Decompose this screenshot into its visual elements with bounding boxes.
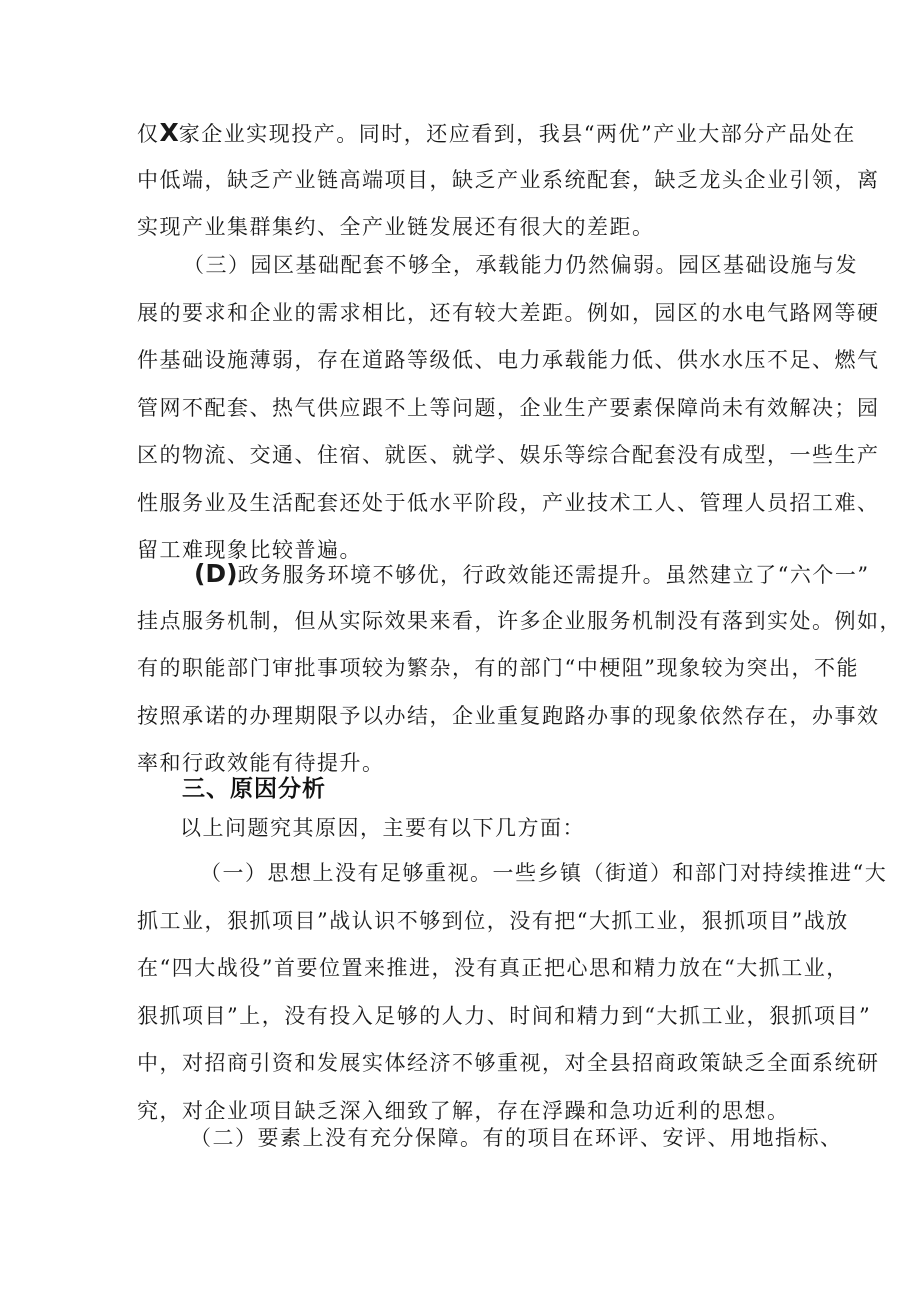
text-line bbox=[137, 550, 902, 598]
text-line: 狠抓项目”上，没有投入足够的人力、时间和精力到“大抓工业，狠抓项目” bbox=[137, 1003, 872, 1028]
text-line: 以上问题究其原因，主要有以下几方面： bbox=[180, 816, 585, 840]
text-line: 管网不配套、热气供应跟不上等问题，企业生产要素保障尚未有效解决；园 bbox=[137, 395, 880, 420]
paragraph-causes-intro bbox=[180, 805, 585, 853]
text-line: 性服务业及生活配套还处于低水平阶段，产业技术工人、管理人员招工难、 bbox=[137, 490, 880, 515]
paragraph-industry-gap bbox=[137, 109, 880, 252]
text-line: 有的职能部门审批事项较为繁杂，有的部门“中梗阻”现象较为突出，不能 bbox=[137, 656, 859, 680]
paragraph-factor-guarantee bbox=[137, 1115, 843, 1163]
text-line: 中低端，缺乏产业链高端项目，缺乏产业系统配套，缺乏龙头企业引领，离 bbox=[137, 167, 880, 192]
section-heading: 三、原因分析 bbox=[182, 776, 326, 802]
text-line: （一）思想上没有足够重视。一些乡镇（街道）和部门对持续推进“大 bbox=[200, 861, 888, 885]
text-line: （三）园区基础配套不够全，承载能力仍然偏弱。园区基础设施与发 bbox=[183, 253, 858, 277]
text-line: 挂点服务机制，但从实际效果来看，许多企业服务机制没有落到实处。例如， bbox=[137, 608, 902, 633]
text-line: 抓工业，狠抓项目”战认识不够到位，没有把“大抓工业，狠抓项目”战放 bbox=[137, 908, 849, 933]
text-span: 政务服务环境不够优，行政效能还需提升。虽然建立了“六个一” bbox=[237, 563, 870, 587]
text-line: 中，对招商引资和发展实体经济不够重视，对全县招商政策缺乏全面系统研 bbox=[137, 1051, 880, 1075]
text-line: （二）要素上没有充分保障。有的项目在环评、安评、用地指标、 bbox=[190, 1126, 843, 1150]
text-line: 区的物流、交通、住宿、就医、就学、娱乐等综合配套没有成型，一些生产 bbox=[137, 443, 880, 467]
text-line: 留工难现象比较普遍。 bbox=[137, 538, 362, 562]
list-marker: (D) bbox=[194, 559, 238, 588]
text-line: 在“四大战役”首要位置来推进，没有真正把心思和精力放在“大抓工业， bbox=[137, 956, 849, 980]
text-line bbox=[137, 109, 880, 157]
text-line: 件基础设施薄弱，存在道路等级低、电力承载能力低、供水水压不足、燃气 bbox=[137, 348, 880, 372]
placeholder-mark: X bbox=[159, 118, 179, 147]
paragraph-government-services bbox=[137, 550, 902, 788]
text-span: 家企业实现投产。同时，还应看到，我县“两优”产业大部分产品处在 bbox=[178, 122, 856, 146]
text-line: 究，对企业项目缺乏深入细致了解，存在浮躁和急功近利的思想。 bbox=[137, 1098, 790, 1123]
text-line: 按照承诺的办理期限予以办结，企业重复跑路办事的现象依然存在，办事效 bbox=[137, 703, 880, 728]
text-line: 率和行政效能有待提升。 bbox=[137, 751, 385, 775]
paragraph-park-infrastructure bbox=[137, 242, 880, 575]
paragraph-ideology bbox=[137, 850, 887, 1135]
text-line: 展的要求和企业的需求相比，还有较大差距。例如，园区的水电气路网等硬 bbox=[137, 300, 880, 325]
text-span: 仅 bbox=[137, 122, 160, 146]
text-line: 实现产业集群集约、全产业链发展还有很大的差距。 bbox=[137, 215, 655, 239]
